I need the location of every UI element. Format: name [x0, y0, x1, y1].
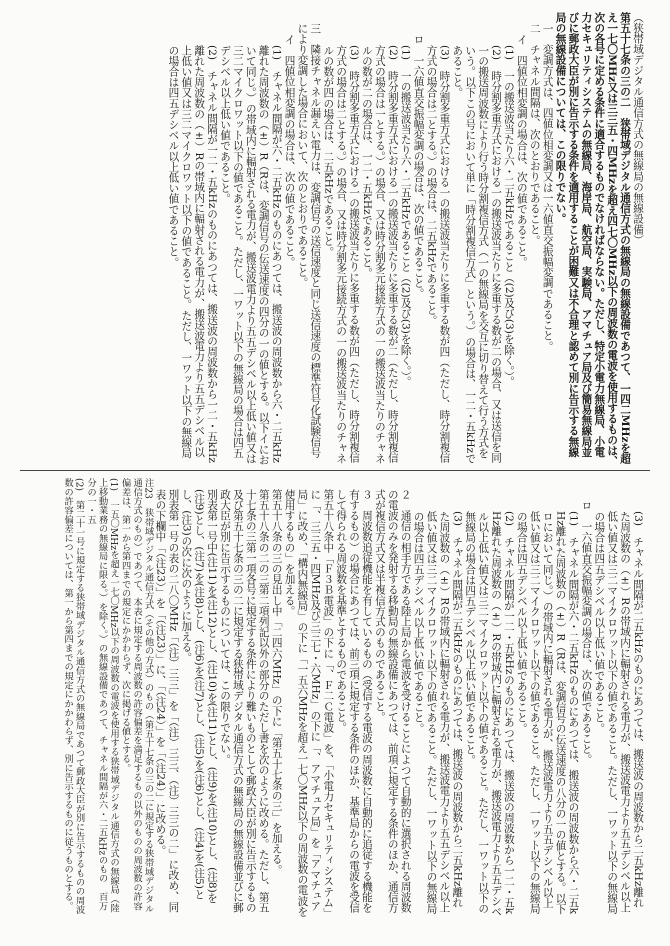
upper-paragraph-1: 第五十七条の三の二 狭帯域デジタル通信方式の無線局の無線設備であつて、一四二MHzを超え一七〇MHz又は三三五・四MHzを超え四七〇MHz以下の周波数の電波を使用するものは、次の各号に定める条件に適合するものでなければならない。ただし、特定小電力無線局、小電力セキュリティシステムの無線局、海岸局、航空局、実験局、アマチュア局及び簡易無線局並びに郵政大臣が別に告示する条件を適用することが困難又は不合理と認めて別に告示する無線局の無線設備については、この限りでない。	[554, 12, 632, 467]
document-upper-column	[26, 12, 644, 467]
upper-paragraph-5: (1) 一の搬送波当たり六・二五kHzであること（(2)及び(3)を除く。）。	[502, 45, 515, 387]
lower-paragraph-0: (3) チャネル間隔が二五kHzのものにあつては、搬送波の周波数から二五kHz離れた周波数の（±）Rの帯域内に輻射される電力が、搬送波電力より五五デシベル以上低い値又は三二マイクロワット以下の値であること。ただし、一ワット以下の無線局の場合は四五デシベル以上低い値であること。	[593, 511, 644, 914]
upper-paragraph-8: ロ 一六値直交振幅変調の場合は、次の値であること。	[412, 34, 425, 299]
column-divider	[20, 470, 650, 471]
upper-paragraph-12: 三 隣接チャネル漏えい電力は、変調信号の送信速度と同じ送信速度の標準符号化試験信号により変調した場合において、次のとおりであること。	[296, 23, 322, 458]
upper-paragraph-7: (3) 時分割多重方式における一の搬送波当たりに多重する数が四（ただし、時分割複信方式の場合は二とする。）の場合は、二五kHzであること。	[425, 45, 451, 463]
upper-paragraph-10: (2) 時分割多重方式における一の搬送波当たりに多重する数が二（ただし、時分割複信方式の場合は一とする。）の場合、又は時分割多元接続方式の一の搬送波当たりのチャネルの数が二の場合は、一二・五kHzであること。	[360, 45, 399, 464]
upper-paragraph-15: (2) チャネル間隔が一二・五kHzのものにあつては、搬送波の周波数から一二・五kHz離れた周波数の（±）Rの帯域内に輻射される電力が、搬送波電力より五五デシベル以上低い値又は三二マイクロワット以下の値であること。ただし、一ワット以下の無線局の場合は四五デシベル以上低い値であること。	[167, 45, 219, 463]
upper-paragraph-2: 一 変調方式は、四値位相変調又は一六値直交振幅変調であること。	[541, 23, 554, 352]
lower-paragraph-2: (1) チャネル間隔が六・二五kHzのものにあつては、搬送波の周波数から六・二五kHz離れた周波数の（±）R（Rは、変調信号の伝送速度の八分の一の値とする。以下ロにおいて同じ。）の帯域内に輻射される電力が、搬送波電力より五五デシベル以上低い値又は三二マイクロワット以下の値であること。ただし、一ワット以下の無線局の場合は四五デシベル以上低い値であること。	[515, 511, 580, 915]
lower-paragraph-12: 注23 狭帯域デジタル通信方式（その他の方式）のもの（第五十七条の三の二に規定する狭帯域デジタル通信方式のもの）であつて、本表に規定する周波数の許容偏差を満足するもの以外のものの周波数の許容偏差は、第一から第四までの規定にかかわらず、次に掲げる値とする。	[119, 478, 154, 913]
upper-paragraph-4: イ 四値位相変調の場合は、次の値であること。	[515, 34, 528, 268]
upper-paragraph-0: （狭帯域デジタル通信方式の無線局の無線設備）	[632, 12, 644, 246]
upper-paragraph-9: (1) 一の搬送波当たり六・二五kHzであること（(2)及び(3)を除く。）。	[399, 45, 412, 387]
upper-paragraph-11: (3) 時分割多重方式における一の搬送波当たりに多重する数が四（ただし、時分割複信方式の場合は二とする。）の場合、又は時分割多元接続方式の一の搬送波当たりのチャネルの数が四の場合は、二五kHzであること。	[322, 45, 361, 464]
lower-paragraph-13: (1) 一五〇MHzを超え一七〇MHz以下の周波数の電波を使用する狭帯域デジタル通信方式の無線局（陸上移動業務の無線局に限る。）を除く。）の無線設備であつて、チャネル間隔が六・二五kHzのもの 百万分の一・五	[85, 478, 120, 913]
upper-paragraph-14: (1) チャネル間隔が六・二五kHzのものにあつては、搬送波の周波数から六・二五kHz離れた周波数の（±）R（Rは、変調信号の伝送速度の四分の一の値とする。以下イにおいて同じ。）の帯域内に輻射される電力が、搬送波電力より五五デシベル以上低い値又は三二マイクロワット以下の値であること。ただし、一ワット以下の無線局の場合は四五デシベル以上低い値であること。	[219, 45, 283, 466]
lower-paragraph-1: ロ 一六値直交振幅変調の場合は、次の値であること。	[580, 500, 593, 765]
document-lower-column	[26, 478, 644, 918]
lower-paragraph-7: 第五十八条中「Ｆ３Ｂ電波」の下に「、Ｆ二Ｃ電波」を、「小電力セキュリティシステム」に「、三三五・四MHz及び三三七・六MHz」の下に「、アマチュア局」を「アマチュア局」に改め、「構内無線局」の下に「一五六MHzを超え一七〇MHz以下の周波数の電波を使用するもの」を加える。	[283, 489, 335, 917]
upper-paragraph-13: イ 四値位相変調の場合は、次の値であること。	[283, 34, 296, 268]
upper-paragraph-6: (2) 時分割多重方式における一の搬送波当たりに多重する数が二の場合、又は送信を同一の搬送周波数により行う時分割複信方式（一の無線局を交互に切り替えて行う方式をいう。以下この号において単に「時分割複信方式」という。）の場合は、一二・五kHzであること。	[451, 45, 503, 464]
lower-paragraph-8: 第五十八条の三の見出し中「二四六MHz」の下に「第五十七条の三」を加える。	[270, 489, 283, 876]
lower-paragraph-10: 別表第一号中(注11)を(注12)とし、(注10)を(注11)とし、(注9)を(注10)とし、(注8)を(注9)とし、(注7)を(注8)とし、(注6)を(注7)とし、(注5)を(注6)とし、(注4)を(注5)とし、(注3)の次に次のように加える。	[180, 489, 219, 904]
lower-paragraph-11: 別表第一号の表の二八〇MHz「（注）三三」を「（注）三三、（注）三三の二」に改め、同表の下欄中「（注23）」を「（注23）」に、「（注24）」を「（注24）」に改める。	[154, 489, 180, 913]
lower-paragraph-5: ２ 通信の相手方である陸上局から電波を受けることによつて自動的に選択される周波数の電波のみを発射する移動局の無線設備にあつては、前項に規定する条件のほか、通信方式が複信方式又は半複信方式のものであること。	[373, 489, 412, 913]
lower-paragraph-14: (2) 第二十一号に規定する狭帯域デジタル通信方式の無線局であつて郵政大臣が別に告示するものの周波数の許容偏差については、第一から第四までの規定にかかわらず、別に告示するものに従うものとする。	[62, 478, 85, 915]
lower-paragraph-3: (2) チャネル間隔が一二・五kHzのものにあつては、搬送波の周波数から一二・五kHz離れた周波数の（±）Rの帯域内に輻射される電力が、搬送波電力より五五デシベル以上低い値又は三二マイクロワット以下の値であること。ただし、一ワット以下の無線局の場合は四五デシベル以上低い値であること。	[464, 511, 515, 917]
lower-paragraph-6: ３ 周波数追従機能を有しているもの（受信する電波の周波数に自動的に追従する機能を有するもの）の場合にあつては、前三項に規定する条件のほか、基準局からの電波を受信して得られる周波数を基準とするものであること。	[335, 489, 373, 913]
upper-paragraph-3: 二 チャネル間隔は、次のとおりであること。	[528, 23, 541, 246]
lower-paragraph-4: (3) チャネル間隔が二五kHzのものにあつては、搬送波の周波数から二五kHz離れた周波数の（±）Rの帯域内に輻射される電力が、搬送波電力より五五デシベル以上低い値又は三二マイクロワット以下の値であること。ただし、一ワット以下の無線局の場合は四五デシベル以上低い値であること。	[412, 511, 464, 914]
lower-paragraph-9: 第五十八条の二の三第二項列記以外の部分のただし書を次のように改める。ただし、第五十七条の三第一項各号に規定する条件により難いものとして郵政大臣が別に告示するもの及び第五十七条の三の二に規定する狭帯域デジタル通信方式の無線局の無線設備並びに郵政大臣が別に告示するものについては、この限りでない。	[219, 489, 270, 913]
